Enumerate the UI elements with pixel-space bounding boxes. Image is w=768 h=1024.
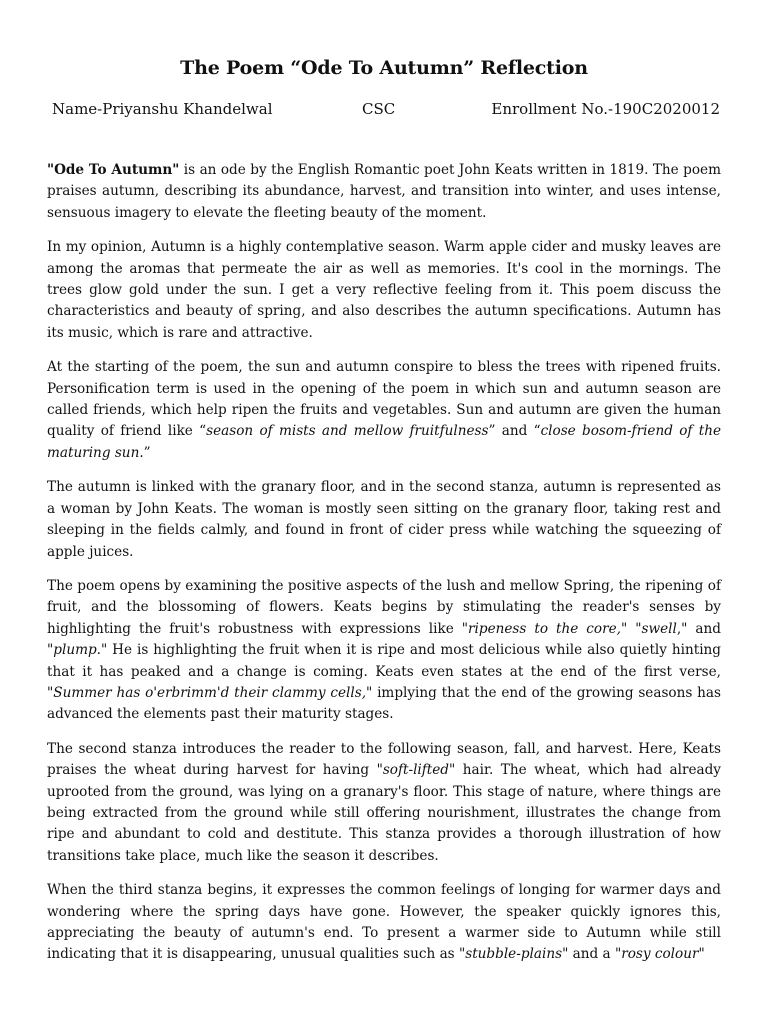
- quote-italic: swell: [641, 620, 677, 637]
- paragraph-2: [47, 237, 721, 344]
- text: " He is highlighting the fruit when it is ripe and most delicious while also quietly hinting that it has peaked and a change is coming. Keats even states at the end of the first verse, ": [47, 642, 721, 701]
- text: ”: [143, 444, 151, 461]
- paragraph-5: [47, 576, 721, 726]
- paragraph-6: [47, 739, 721, 867]
- text: At the starting of the poem, the sun and autumn conspire to bless the trees with ripened fruits. Personification term is used in the opening of the poem in which sun and autumn season are called friends, which help ripen the fruits and vegetables. Sun and autumn are given the human quality of friend like “: [47, 359, 721, 440]
- quote-italic: soft-lifted: [382, 762, 450, 779]
- quote-italic: ripeness to the core,: [468, 620, 621, 637]
- paragraph-3: [47, 357, 721, 464]
- student-name: Name-Priyanshu Khandelwal: [52, 100, 273, 118]
- poem-name-bold: "Ode To Autumn": [47, 162, 180, 178]
- document-body: [47, 160, 721, 979]
- text: ": [698, 946, 705, 963]
- paragraph-7: [47, 880, 721, 966]
- text: " implying that the end of the growing seasons has advanced the elements past their maturity stages.: [47, 684, 721, 723]
- department: CSC: [362, 100, 396, 118]
- text: The autumn is linked with the granary floor, and in the second stanza, autumn is represented as a woman by John Keats. The woman is mostly seen sitting on the granary floor, taking rest and sleeping in the fields calmly, and found in front of cider press while watching the squeezing of apple juices.: [47, 479, 721, 560]
- text: When the third stanza begins, it expresses the common feelings of longing for warmer days and wondering where the spring days have gone. However, the speaker quickly ignores this, appreciating the beauty of autumn's end. To present a warmer side to Autumn while still indicating that it is disappearing, unusual qualities such as ": [47, 882, 721, 963]
- text: " hair. The wheat, which had already uprooted from the ground, was lying on a granary's floor. This stage of nature, where things are being extracted from the ground while still offering nourishment, illustrates the change from ripe and abundant to cold and destitute. This stanza provides a thorough illustration of how transitions take place, much like the season it describes.: [47, 762, 721, 864]
- paragraph-4: [47, 477, 721, 563]
- quote-italic: season of mists and mellow fruitfulness: [206, 423, 489, 440]
- text: ” and “: [488, 423, 541, 440]
- text: " and a ": [562, 946, 622, 963]
- text: is an ode by the English Romantic poet John Keats written in 1819. The poem praises autumn, describing its abundance, harvest, and transition into winter, and uses intense, sensuous imagery to elevate the fleeting beauty of the moment.: [47, 162, 721, 221]
- quote-italic: close bosom-friend of the maturing sun.: [47, 423, 722, 461]
- text: In my opinion, Autumn is a highly contemplative season. Warm apple cider and musky leaves are among the aromas that permeate the air as well as memories. It's cool in the mornings. The trees glow gold under the sun. I get a very reflective feeling from it. This poem discuss the characteristics and beauty of spring, and also describes the autumn specifications. Autumn has its music, which is rare and attractive.: [47, 239, 721, 341]
- author-info-row: [52, 100, 720, 122]
- quote-italic: Summer has o'erbrimm'd their clammy cells,: [53, 684, 367, 701]
- quote-italic: stubble-plains: [465, 946, 563, 963]
- quote-italic: plump.: [53, 642, 101, 659]
- text: The poem opens by examining the positive aspects of the lush and mellow Spring, the ripening of fruit, and the blossoming of flowers. Keats begins by stimulating the reader's senses by highlighting the fruit's robustness with expressions like ": [47, 577, 721, 637]
- text: ," and ": [47, 620, 721, 659]
- text: The second stanza introduces the reader to the following season, fall, and harvest. Here, Keats praises the wheat during harvest for having ": [47, 740, 721, 779]
- text: " ": [620, 620, 642, 637]
- quote-italic: rosy colour: [621, 946, 699, 963]
- enrollment-number: Enrollment No.-190C2020012: [491, 100, 720, 118]
- paragraph-1: [47, 160, 721, 224]
- document-title: The Poem “Ode To Autumn” Reflection: [180, 57, 588, 79]
